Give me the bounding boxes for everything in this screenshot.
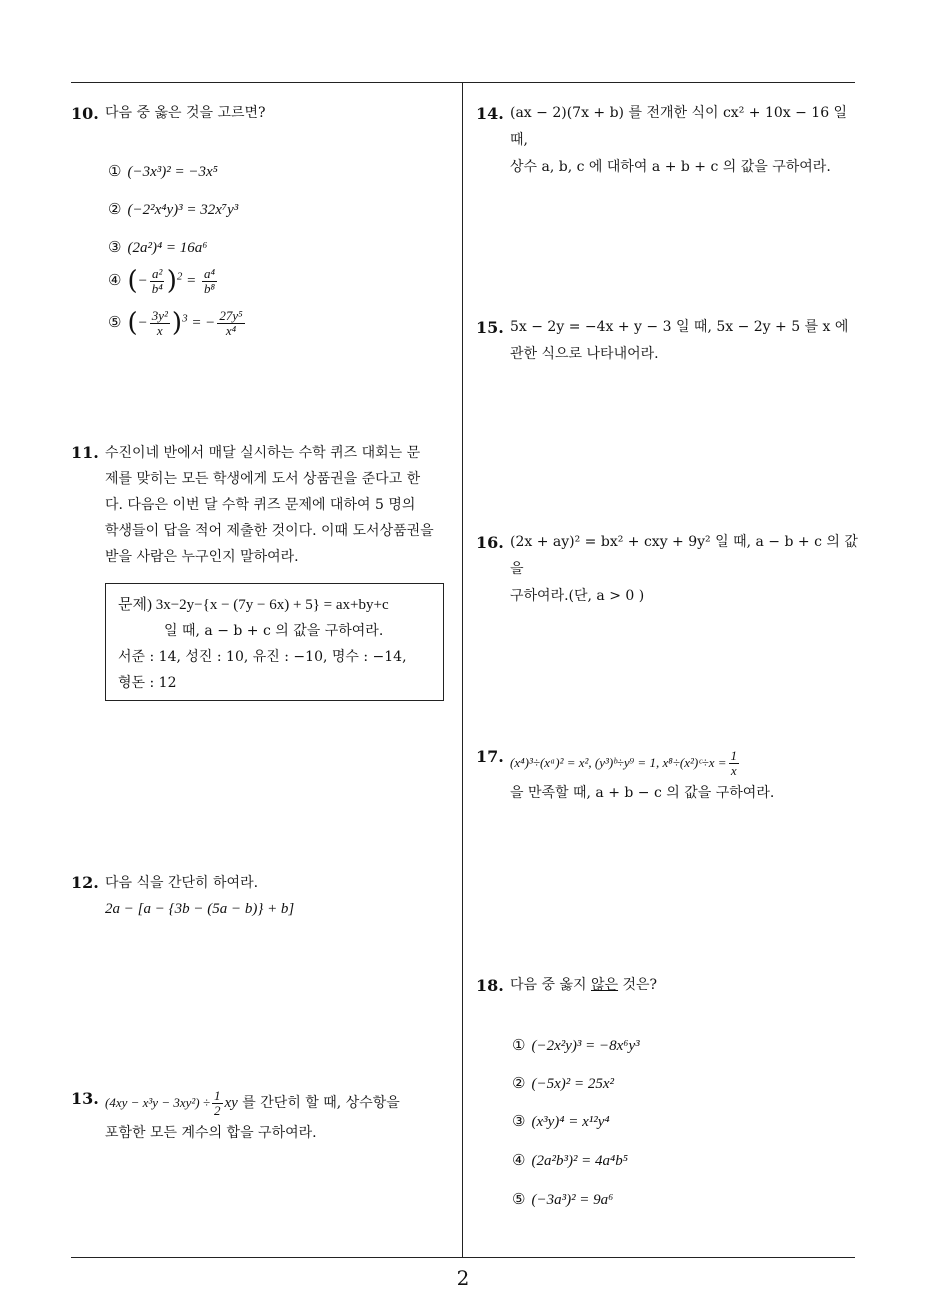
question-18: 18. 다음 중 옳지 않은 것은? — [510, 972, 860, 999]
question-number: 14. — [476, 104, 504, 123]
question-11 — [71, 440, 455, 570]
question-17: 17. (x⁴)³÷(xᵃ)² = x², (y³)ᵇ÷y⁹ = 1, x⁸÷(x²)ᶜ÷x = $\frac{1}{x}$ 을 만족할 때, a + b − c 의 값을 구하여라. — [510, 748, 860, 808]
question-line: 수진이네 반에서 매달 실시하는 수학 퀴즈 대회는 문 — [105, 445, 421, 461]
question-line: 받을 사람은 누구인지 말하여라. — [105, 549, 299, 565]
q18-option-3[interactable]: ③ (x³y)⁴ = x¹²y⁴ — [512, 1112, 610, 1130]
q10-option-2[interactable]: ② (−2²x⁴y)³ = 32x⁷y³ — [108, 200, 239, 218]
question-line: 다. 다음은 이번 달 수학 퀴즈 문제에 대하여 5 명의 — [105, 497, 416, 513]
question-15: 15. 5x − 2y = −4x + y − 3 일 때, 5x − 2y + 5 를 x 에 관한 식으로 나타내어라. — [510, 314, 860, 368]
page-number: 2 — [456, 1266, 470, 1290]
box-line: 일 때, a − b + c 의 값을 구하여라. — [164, 623, 384, 639]
question-stem: 다음 중 옳은 것을 고르면? — [105, 105, 266, 121]
q18-option-2[interactable]: ② (−5x)² = 25x² — [512, 1074, 614, 1092]
q10-option-3[interactable]: ③ (2a²)⁴ = 16a⁶ — [108, 238, 208, 256]
question-16: 16. (2x + ay)² = bx² + cxy + 9y² 일 때, a − b + c 의 값을 구하여라.(단, a > 0 ) — [510, 529, 860, 610]
bottom-rule — [71, 1257, 855, 1258]
question-number: 12. — [71, 873, 99, 892]
question-number: 15. — [476, 318, 504, 337]
question-number: 18. — [476, 976, 504, 995]
column-divider — [462, 83, 463, 1257]
box-line: 문제) 3x−2y−{x − (7y − 6x) + 5} = ax+by+c — [118, 597, 389, 613]
question-expression: 2a − [a − {3b − (5a − b)} + b] — [105, 901, 295, 917]
question-number: 16. — [476, 533, 504, 552]
question-14: 14. (ax − 2)(7x + b) 를 전개한 식이 cx² + 10x − 16 일 때, 상수 a, b, c 에 대하여 a + b + c 의 값을 구하여라. — [510, 100, 860, 181]
question-12 — [71, 870, 455, 922]
q18-option-1[interactable]: ① (−2x²y)³ = −8x⁶y³ — [512, 1036, 640, 1054]
q10-option-4[interactable]: ④ (− $\frac{\text{a²}}{\text{b⁴}}$ )$^2$ = $\frac{\text{a⁴}}{\text{b⁸}}$ — [108, 265, 216, 296]
box-line: 서준 : 14, 성진 : 10, 유진 : −10, 명수 : −14, — [118, 649, 407, 665]
question-number: 11. — [71, 443, 99, 462]
question-line: 제를 맞히는 모든 학생에게 도서 상품권을 준다고 한 — [105, 471, 421, 487]
box-line: 형돈 : 12 — [118, 675, 177, 691]
q18-option-4[interactable]: ④ (2a²b³)² = 4a⁴b⁵ — [512, 1151, 628, 1169]
q10-option-5[interactable]: ⑤ (− $\frac{\text{3y²}}{x}$ )$^3$ = − $\frac{\text{27y⁵}}{\text{x⁴}}$ — [108, 307, 243, 338]
top-rule — [71, 82, 855, 83]
q10-option-1[interactable]: ① (−3x³)² = −3x⁵ — [108, 162, 218, 180]
question-stem: 다음 식을 간단히 하여라. — [105, 875, 259, 891]
question-line: 학생들이 답을 적어 제출한 것이다. 이때 도서상품권을 — [105, 523, 434, 539]
question-number: 10. — [71, 104, 99, 123]
question-number: 13. — [71, 1089, 99, 1108]
question-number: 17. — [476, 747, 504, 766]
question-13: 13. (4xy − x³y − 3xy²) ÷ $\frac{1}{2}$ xy 를 간단히 할 때, 상수항을 포함한 모든 계수의 합을 구하여라. — [105, 1088, 461, 1148]
q18-option-5[interactable]: ⑤ (−3a³)² = 9a⁶ — [512, 1190, 614, 1208]
q11-problem-box — [105, 583, 444, 701]
question-10 — [71, 100, 455, 127]
underlined-word: 않은 — [590, 977, 619, 993]
